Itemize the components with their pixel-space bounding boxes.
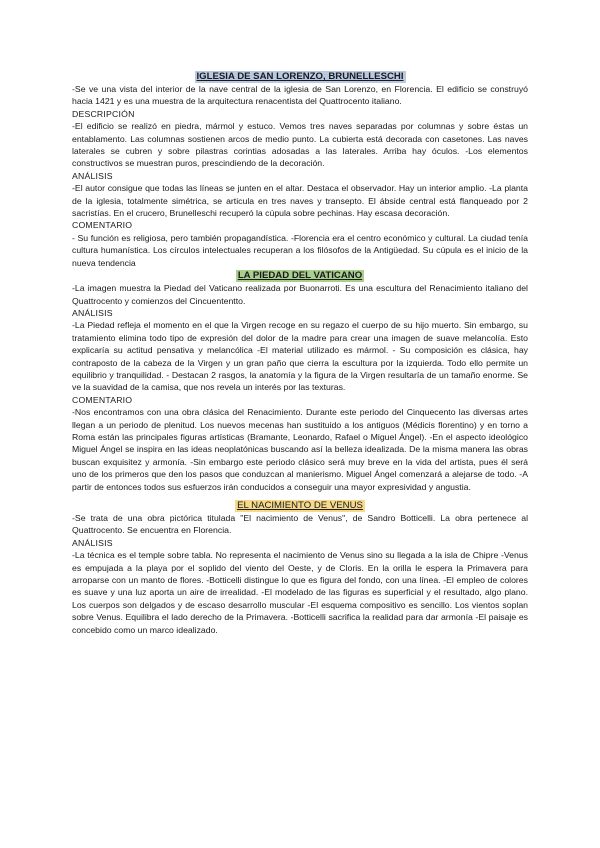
section-title-row <box>72 70 528 83</box>
section-heading: COMENTARIO <box>72 220 133 231</box>
section-paragraph: -El autor consigue que todas las líneas se junten en el altar. Destaca el observador. Hay un interior amplio. -La planta de la iglesia, totalmente simétrica, se articula en tres naves y transepto. El ábside central está flanqueado por 2 sacristías. En el crucero, Brunelleschi recuperó la cúpula sobre pechinas. Hay escasa decoración. <box>72 183 528 219</box>
section-title-row <box>72 499 528 512</box>
section-paragraph: -El edificio se realizó en piedra, mármol y estuco. Vemos tres naves separadas por columnas y sobre éstas un entablamento. Las columnas sostienen arcos de medio punto. La cubierta está decorada con casetones. Las naves laterales se cubren y sobre pilastras corintias adosadas a las laterales. Arriba hay óculos. -Los elementos constructivos se muestran puros, prescindiendo de la decoración. <box>72 121 528 169</box>
section-paragraph: -La Piedad refleja el momento en el que la Virgen recoge en su regazo el cuerpo de su hijo muerto. Sin embargo, su tratamiento elimina todo tipo de expresión del dolor de la madre para crear una imagen de suave melancolía. Esto explicaría su actitud pensativa y melancólica -El material utilizado es mármol. - Su composición es clásica, hay contraposto de la cabeza de la Virgen y un gran paño que cierra la escultura por la izquierda. Todo ello permite un equilibrio y tranquilidad. - Destacan 2 rasgos, la anatomía y la figura de la Virgen resultaría de un tamaño enorme. Se ve la suavidad de la camisa, que nos revela un interés por las texturas. <box>72 320 528 393</box>
section-intro: -Se trata de una obra pictórica titulada "El nacimiento de Venus", de Sandro Botticelli. La obra pertenece al Quattrocento. Se encuentra en Florencia. <box>72 513 528 536</box>
section-paragraph: - Su función es religiosa, pero también propagandística. -Florencia era el centro económico y cultural. La ciudad tenía cultura humanística. Los círculos intelectuales recuperan a los filósofos de la Antigüedad. Su cúpula es el inicio de la nueva tendencia <box>72 232 528 268</box>
section-title: EL NACIMIENTO DE VENUS <box>237 500 363 511</box>
document-page <box>72 70 528 636</box>
section-paragraph: -Nos encontramos con una obra clásica del Renacimiento. Durante este periodo del Cinquecento las diversas artes llegan a un periodo de plenitud. Los nuevos mecenas han sustituido a los antiguos (Médicis florentino) y en torno a Roma están las principales figuras artísticas (Bramante, Leonardo, Rafael o Miguel Ángel). -En el aspecto ideológico Miguel Ángel se inspira en las ideas neoplatónicas buscando así la belleza idealizada. De la misma manera las obras buscan exquisitez y armonía. -Sin embargo este periodo clásico será muy breve en la vida del artista, pues él será uno de los primeros que den los pasos que conduzcan al manierismo. Miguel Ángel comenzará a alejarse de todo. -A partir de entonces todos sus esfuerzos irán conducidos a conseguir una mayor expresividad y angustia. <box>72 407 528 492</box>
section-title: IGLESIA DE SAN LORENZO, BRUNELLESCHI <box>196 71 404 82</box>
section-intro: -Se ve una vista del interior de la nave central de la iglesia de San Lorenzo, en Florencia. El edificio se construyó hacia 1421 y es una muestra de la arquitectura renacentista del Quattrocento italiano. <box>72 84 528 107</box>
section-heading: COMENTARIO <box>72 394 133 405</box>
section-heading: ANÁLISIS <box>72 537 113 548</box>
section-title-row <box>72 269 528 282</box>
section-title: LA PIEDAD DEL VATICANO <box>237 270 363 282</box>
section-paragraph: -La técnica es el temple sobre tabla. No representa el nacimiento de Venus sino su llegada a la isla de Chipre -Venus es empujada a la playa por el soplido del viento del Oeste, y de Cloris. En la orilla le espera la Primavera para arroparse con un manto de flores. -Botticelli distingue lo que es figura del fondo, con una línea. -El empleo de colores es suave y una luz aporta un aire de irrealidad. -El modelado de las figuras es superficial y el resultado, algo plano. Los cuerpos son delgados y de escaso desarrollo muscular -El esquema compositivo es sencillo. Los vientos soplan sobre Venus. Equilibra el lado derecho de la Primavera. -Botticelli sacrifica la realidad para dar armonía -El paisaje es concebido como un marco idealizado. <box>72 550 528 635</box>
section-heading: DESCRIPCIÓN <box>72 108 135 119</box>
section-intro: -La imagen muestra la Piedad del Vaticano realizada por Buonarroti. Es una escultura del Renacimiento italiano del Quattrocento y comienzos del Cincuententto. <box>72 283 528 306</box>
section-heading: ANÁLISIS <box>72 170 113 181</box>
section-heading: ANÁLISIS <box>72 307 113 318</box>
